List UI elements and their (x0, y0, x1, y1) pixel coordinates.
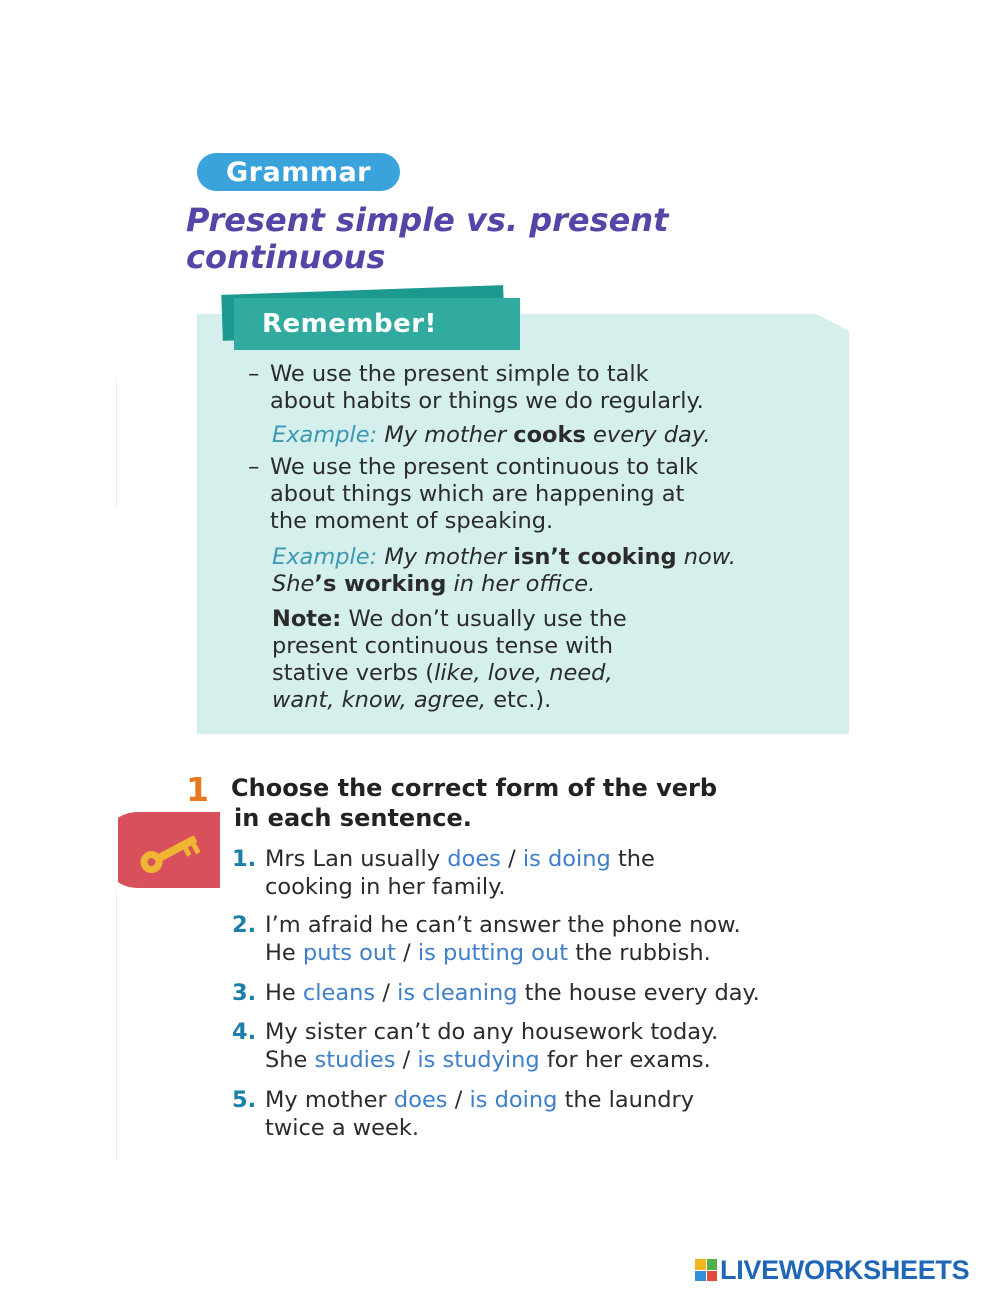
note-line1: We don’t usually use the (348, 606, 627, 632)
section-title-line2: continuous (186, 238, 386, 276)
example-2-line2-pre: She (272, 571, 315, 597)
exercise-instruction-line2: in each sentence. (234, 804, 472, 832)
rule-2: – We use the present continuous to talk about things which are happening at the moment of speaking. (248, 454, 699, 534)
item-3-pre: He (265, 980, 296, 1006)
page-edge-line (116, 378, 117, 508)
item-2-separator: / (403, 940, 411, 966)
item-1-option-b[interactable]: is doing (522, 846, 611, 872)
example-2-line2-verb: ’s working (314, 571, 447, 597)
item-2-number: 2. (232, 912, 257, 938)
item-3-number: 3. (232, 980, 257, 1006)
note-line4-post: etc.). (493, 687, 552, 713)
exercise-instruction-line1: Choose the correct form of the verb (231, 774, 718, 802)
section-title-line1: Present simple vs. present (186, 201, 669, 239)
exercise-number: 1 (186, 770, 209, 809)
rule-1-line1: We use the present simple to talk (270, 361, 649, 387)
item-1-pre: Mrs Lan usually (265, 846, 441, 872)
item-4-option-b[interactable]: is studying (417, 1047, 540, 1073)
page-edge-line (116, 890, 117, 1160)
item-4-post: for her exams. (546, 1047, 711, 1073)
item-2-post: the rubbish. (575, 940, 711, 966)
item-4-option-a[interactable]: studies (314, 1047, 396, 1073)
item-2-option-b[interactable]: is putting out (417, 940, 569, 966)
item-5-pre: My mother (265, 1087, 387, 1113)
item-3-option-a[interactable]: cleans (302, 980, 376, 1006)
item-3-separator: / (382, 980, 390, 1006)
item-5-line2: twice a week. (265, 1115, 420, 1141)
rule-2-line2: about things which are happening at (270, 481, 685, 507)
exercise-item-1 (232, 845, 885, 901)
item-4-separator: / (402, 1047, 411, 1073)
item-4-number: 4. (232, 1019, 257, 1045)
exercise-instruction (231, 773, 851, 833)
item-5-number: 5. (232, 1087, 257, 1113)
example-1-label: Example: (272, 422, 378, 448)
grammar-pill (197, 153, 400, 191)
example-2-verb: isn’t cooking (513, 544, 677, 570)
item-1-number: 1. (232, 846, 257, 872)
item-5-option-a[interactable]: does (393, 1087, 448, 1113)
section-title (186, 202, 806, 276)
item-2-pre: He (265, 940, 296, 966)
item-1-separator: / (508, 846, 516, 872)
remember-tab (234, 298, 520, 350)
note-line2: present continuous tense with (272, 633, 613, 659)
example-1-verb: cooks (513, 422, 586, 448)
exercise-item-4 (232, 1018, 885, 1074)
note-label: Note: (272, 606, 342, 632)
example-2 (272, 544, 736, 598)
note-line3-italic: like, love, need, (434, 660, 613, 686)
example-1 (272, 422, 711, 449)
item-3-option-b[interactable]: is cleaning (397, 980, 518, 1006)
grammar-pill-label: Grammar (226, 156, 371, 188)
item-1-line2: cooking in her family. (265, 874, 506, 900)
rule-2-line1: We use the present continuous to talk (270, 454, 699, 480)
note (272, 606, 627, 714)
key-icon (118, 812, 220, 888)
remember-tab-label: Remember! (262, 309, 437, 339)
logo-text: LIVEWORKSHEETS (720, 1254, 970, 1285)
exercise-item-5 (232, 1086, 885, 1142)
rule-2-line3: the moment of speaking. (270, 508, 554, 534)
item-2-option-a[interactable]: puts out (302, 940, 397, 966)
item-4-pre: She (265, 1047, 308, 1073)
item-4-line1: My sister can’t do any housework today. (265, 1019, 719, 1045)
item-3-post: the house every day. (524, 980, 760, 1006)
item-1-option-a[interactable]: does (447, 846, 501, 872)
example-1-pre: My mother (384, 422, 507, 448)
exercise-item-2 (232, 911, 885, 967)
example-1-post: every day. (593, 422, 711, 448)
liveworksheets-logo (695, 1253, 969, 1287)
item-2-line1: I’m afraid he can’t answer the phone now. (265, 912, 741, 938)
rule-1: – We use the present simple to talk about habits or things we do regularly. (248, 361, 704, 414)
item-5-option-b[interactable]: is doing (469, 1087, 558, 1113)
example-2-label: Example: (272, 544, 378, 570)
note-line4-italic: want, know, agree, (272, 687, 487, 713)
example-2-line2-post: in her office. (453, 571, 596, 597)
exercise-item-3 (232, 979, 885, 1007)
rule-1-line2: about habits or things we do regularly. (270, 388, 704, 414)
note-line3-pre: stative verbs ( (272, 660, 435, 686)
example-2-pre: My mother (384, 544, 507, 570)
item-5-post: the laundry (564, 1087, 695, 1113)
logo-mark-icon (695, 1259, 717, 1281)
example-2-post: now. (683, 544, 736, 570)
item-5-separator: / (454, 1087, 463, 1113)
item-1-post: the (617, 846, 655, 872)
